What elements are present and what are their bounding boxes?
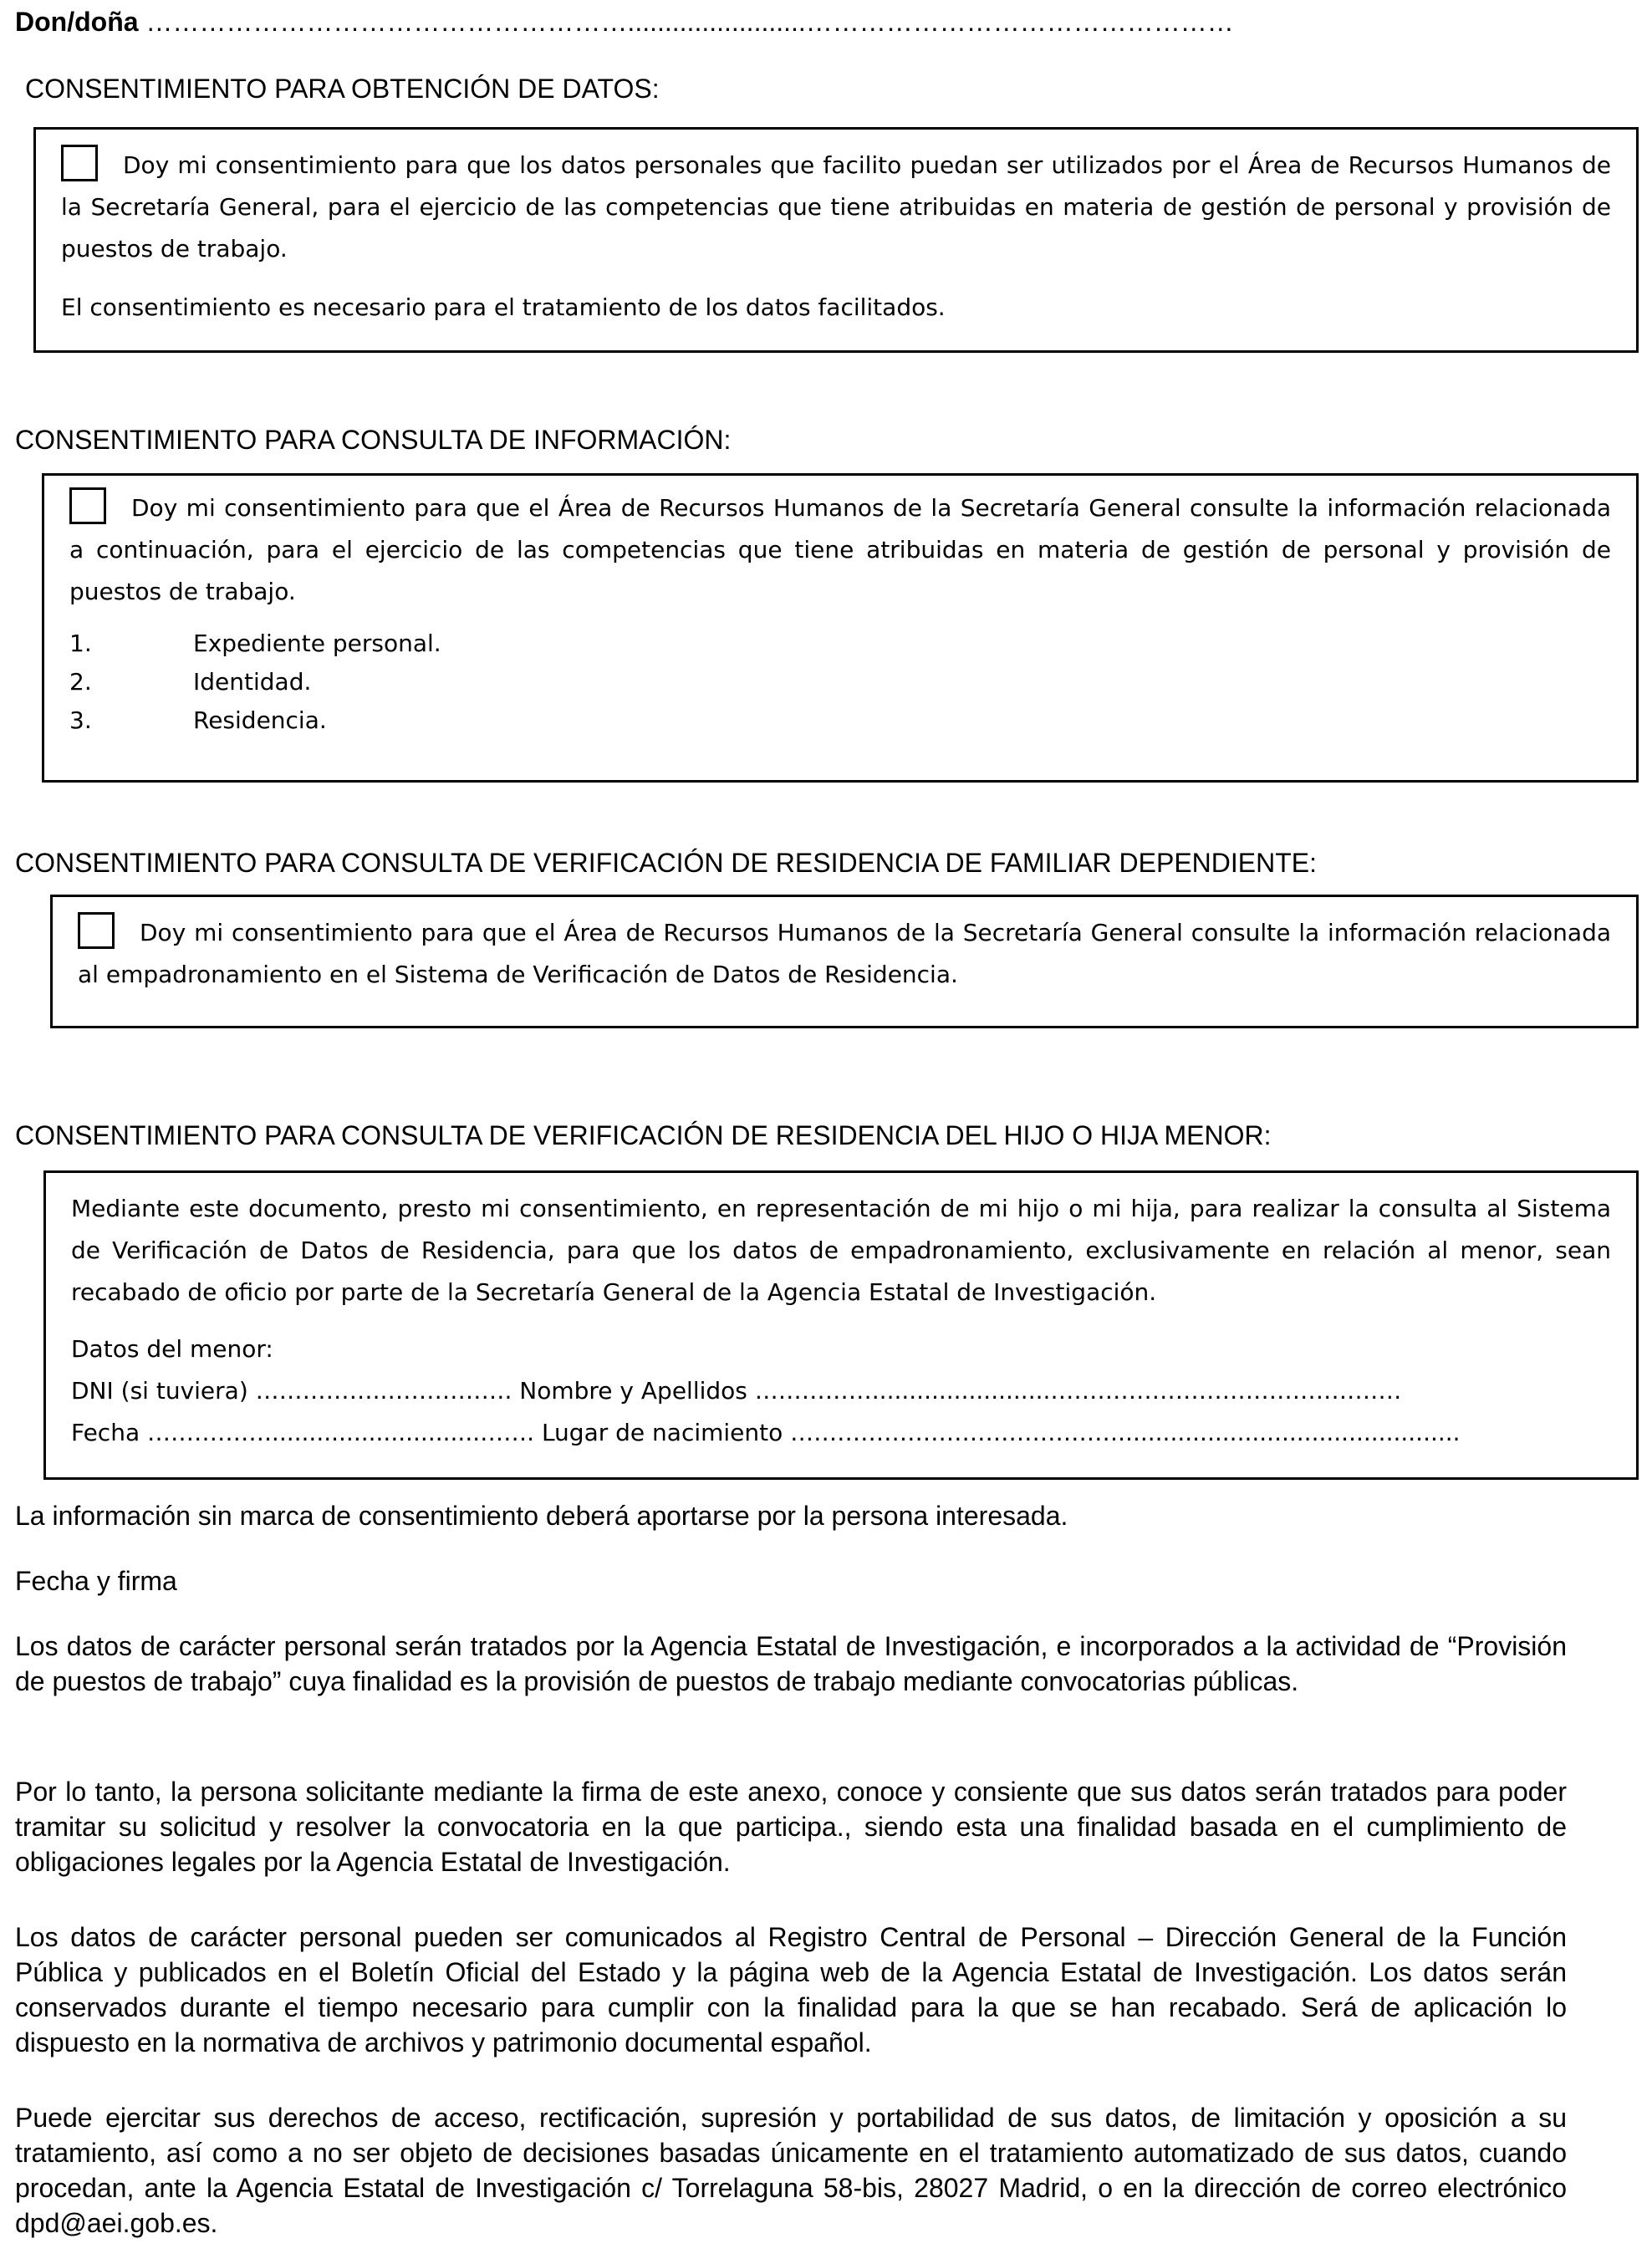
name-label: Nombre y Apellidos bbox=[519, 1377, 747, 1405]
list-item: 1. Expediente personal. bbox=[69, 630, 441, 657]
date-field[interactable]: …………….............................……. bbox=[147, 1419, 535, 1446]
birthplace-field[interactable]: …………………………………….............................................. bbox=[790, 1419, 1461, 1446]
signature-label: Fecha y firma bbox=[15, 1566, 177, 1596]
name-field[interactable]: ……………........................……………………………………… bbox=[754, 1377, 1402, 1405]
privacy-paragraph-1: Los datos de carácter personal serán tratados por la Agencia Estatal de Investigación, e incorporados a la actividad de “Provisión de puestos de trabajo” cuya finalidad es la provisión de puestos de trabajo mediante convocatorias públicas. bbox=[15, 1631, 1567, 1696]
consent-box-hijo-menor bbox=[43, 1170, 1639, 1480]
minor-date-birth-row[interactable] bbox=[71, 1412, 1611, 1454]
section-title-obtencion-datos: CONSENTIMIENTO PARA OBTENCIÓN DE DATOS: bbox=[25, 74, 660, 104]
consent-text-familiar-dependiente: Doy mi consentimiento para que el Área de Recursos Humanos de la Secretaría General consulte la información relacionada al empadronamiento en el Sistema de Verificación de Datos de Residencia. bbox=[78, 912, 1611, 996]
list-item: 3. Residencia. bbox=[69, 706, 327, 734]
consent-checkbox-obtencion-datos[interactable] bbox=[61, 145, 98, 181]
dni-field[interactable]: ……………..……………. bbox=[255, 1377, 512, 1405]
holder-name-line[interactable] bbox=[15, 7, 1637, 38]
consent-box-consulta-informacion bbox=[42, 473, 1639, 783]
consent-text-hijo-menor: Mediante este documento, presto mi consentimiento, en representación de mi hijo o mi hija, para realizar la consulta al Sistema de Verificación de Datos de Residencia, para que los datos de empadronamiento, exclusivamente en relación al menor, sean recabado de oficio por parte de la Secretaría General de la Agencia Estatal de Investigación. bbox=[71, 1195, 1611, 1306]
date-label: Fecha bbox=[71, 1419, 140, 1446]
section-title-hijo-menor: CONSENTIMIENTO PARA CONSULTA DE VERIFICACIÓN DE RESIDENCIA DEL HIJO O HIJA MENOR: bbox=[15, 1120, 1272, 1150]
consulta-items-list bbox=[69, 625, 1611, 740]
privacy-paragraph-3: Los datos de carácter personal pueden ser comunicados al Registro Central de Personal – Dirección General de la Función Pública y publicados en el Boletín Oficial del Estado y la página web de la Agencia Estatal de Investigación. Los datos serán conservados durante el tiempo necesario para cumplir con la finalidad para la que se han recabado. Será de aplicación lo dispuesto en la normativa de archivos y patrimonio documental español. bbox=[15, 1922, 1567, 2057]
section-title-consulta-informacion: CONSENTIMIENTO PARA CONSULTA DE INFORMACIÓN: bbox=[15, 425, 732, 455]
consent-text-obtencion-datos: Doy mi consentimiento para que los datos personales que facilito puedan ser utilizados por el Área de Recursos Humanos de la Secretaría General, para el ejercicio de las competencias que tiene atribuidas en materia de gestión de personal y provisión de puestos de trabajo. bbox=[61, 145, 1611, 270]
birthplace-label: Lugar de nacimiento bbox=[541, 1419, 783, 1446]
consent-box-familiar-dependiente bbox=[50, 895, 1639, 1028]
consent-checkbox-familiar-dependiente[interactable] bbox=[78, 912, 115, 949]
minor-data-heading: Datos del menor: bbox=[71, 1335, 273, 1363]
privacy-paragraph-2: Por lo tanto, la persona solicitante mediante la firma de este anexo, conoce y consiente que sus datos serán tratados para poder tramitar su solicitud y resolver la convocatoria en la que participa., siendo esta una finalidad basada en el cumplimiento de obligaciones legales por la Agencia Estatal de Investigación. bbox=[15, 1777, 1567, 1877]
holder-name-dots: ………………………………………………........................………………………………………… bbox=[145, 7, 1234, 37]
consent-text-consulta-informacion: Doy mi consentimiento para que el Área de Recursos Humanos de la Secretaría General consulte la información relacionada a continuación, para el ejercicio de las competencias que tiene atribuidas en materia de gestión de personal y provisión de puestos de trabajo. bbox=[69, 487, 1611, 613]
section-title-familiar-dependiente: CONSENTIMIENTO PARA CONSULTA DE VERIFICACIÓN DE RESIDENCIA DE FAMILIAR DEPENDIENTE: bbox=[15, 848, 1318, 878]
list-item: 2. Identidad. bbox=[69, 668, 312, 696]
holder-name-label: Don/doña bbox=[15, 7, 139, 37]
consent-note-obtencion-datos: El consentimiento es necesario para el tratamiento de los datos facilitados. bbox=[61, 293, 946, 321]
info-missing-note: La información sin marca de consentimiento deberá aportarse por la persona interesada. bbox=[15, 1501, 1068, 1531]
consent-box-obtencion-datos bbox=[33, 127, 1639, 353]
dni-label: DNI (si tuviera) bbox=[71, 1377, 248, 1405]
minor-dni-name-row[interactable] bbox=[71, 1370, 1611, 1412]
privacy-paragraph-4: Puede ejercitar sus derechos de acceso, rectificación, supresión y portabilidad de sus datos, de limitación y oposición a su tratamiento, así como a no ser objeto de decisiones basadas únicamente en el tratamiento automatizado de sus datos, cuando procedan, ante la Agencia Estatal de Investigación c/ Torrelaguna 58-bis, 28027 Madrid, o en la dirección de correo electrónico dpd@aei.gob.es. bbox=[15, 2103, 1567, 2238]
consent-checkbox-consulta-informacion[interactable] bbox=[69, 487, 106, 524]
